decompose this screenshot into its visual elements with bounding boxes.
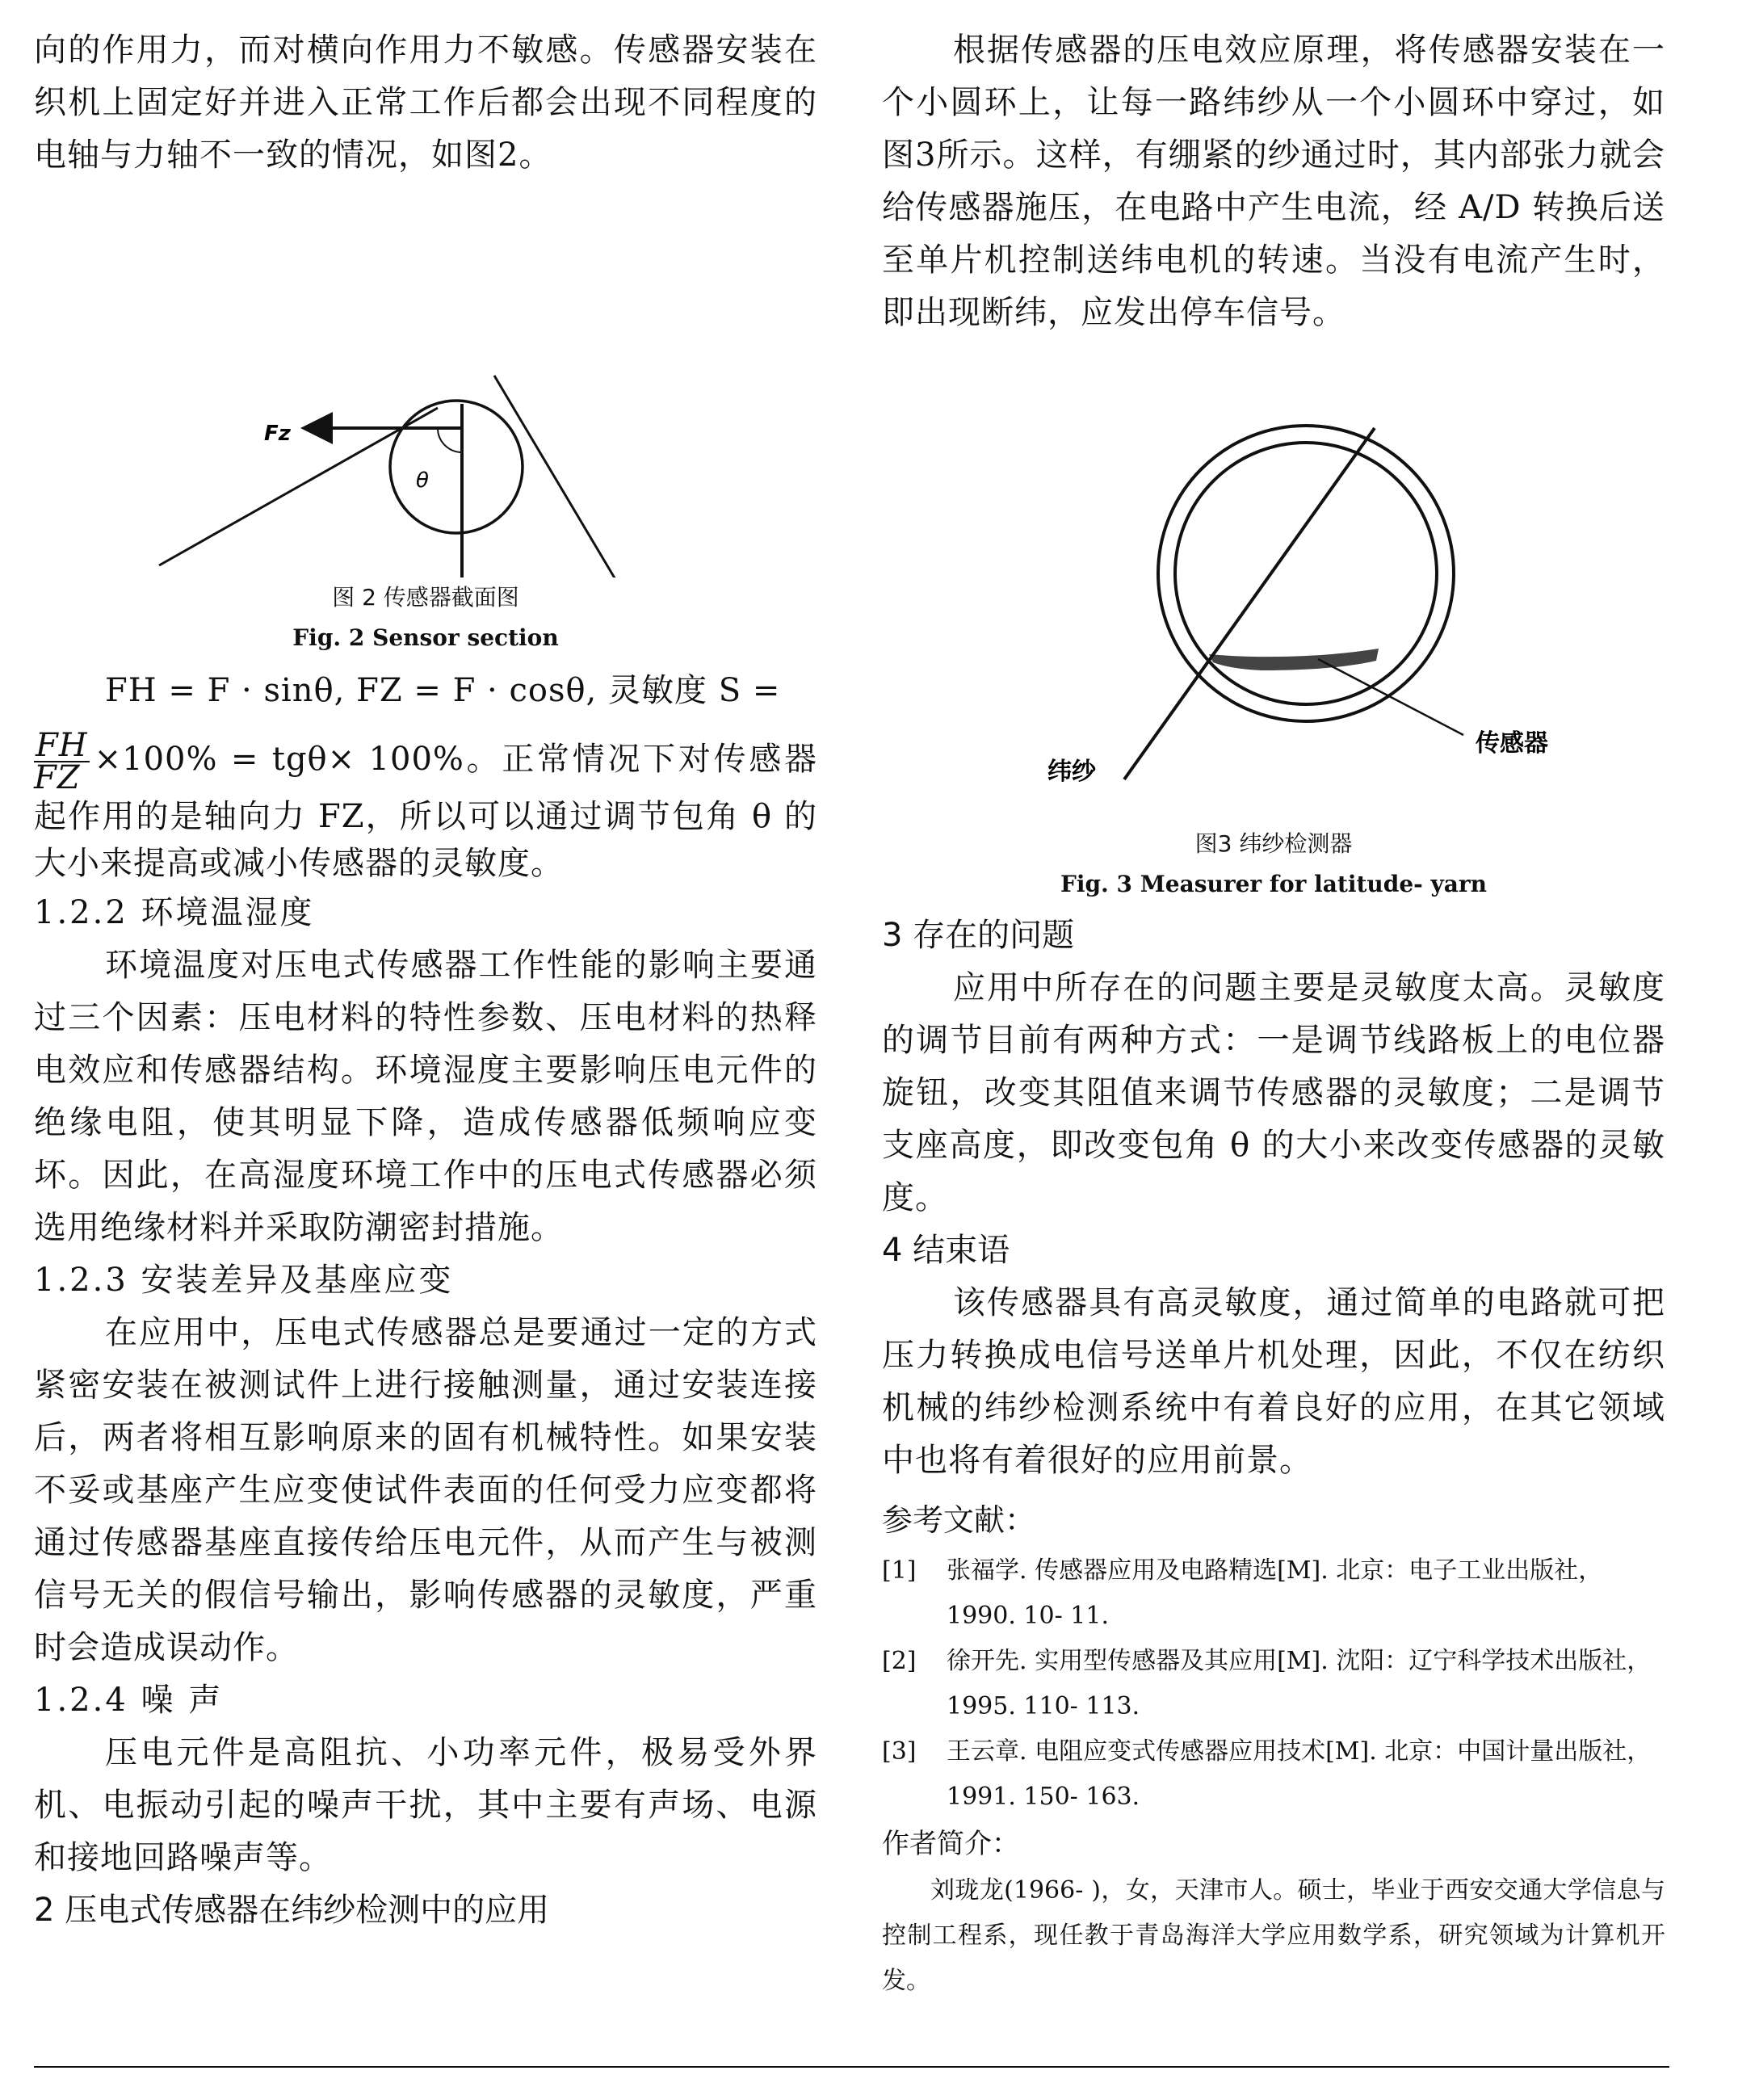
reference-text: 王云章. 电阻应变式传感器应用技术[M]. 北京：中国计量出版社，1991. 150- 163. [947,1737,1652,1811]
sensor-label: 传感器 [1476,729,1548,758]
figure-3-caption-en: Fig. 3 Measurer for latitude- yarn [1060,871,1488,897]
sensor-section-diagram [34,182,817,578]
sensor-ring [390,401,523,533]
fz-label: Fz [264,422,291,446]
figure-3-caption-cn: 图3 纬纱检测器 [1194,830,1353,857]
outer-ring [1158,426,1454,721]
theta-arc [438,428,462,452]
fraction [34,727,90,796]
fraction-numerator: FH [36,727,88,764]
section-heading-1-2-4: 1.2.4 噪 声 [34,1682,224,1719]
paragraph: 应用中所存在的问题主要是灵敏度太高。灵敏度的调节目前有两种方式：一是调节线路板上的电位器旋钮，改变其阻值来调节传感器的灵敏度；二是调节支座高度，即改变包角 θ 的大小来改变传感器的灵敏度。 [882,969,1665,1216]
paragraph: 在应用中，压电式传感器总是要通过一定的方式紧密安装在被测试件上进行接触测量，通过安装连接后，两者将相互影响原来的固有机械特性。如果安装不妥或基座产生应变使试件表面的任何受力应变都将通过传感器基座直接传给压电元件，从而产生与被测信号无关的假信号输出，影响传感器的灵敏度，严重时会造成误动作。 [34,1314,817,1666]
references-list [882,1548,1665,1820]
reference-number: [3] [882,1737,917,1766]
reference-item [882,1729,1665,1820]
paragraph: 向的作用力，而对横向作用力不敏感。传感器安装在织机上固定好并进入正常工作后都会出现不同程度的电轴与力轴不一致的情况，如图2。 [34,32,817,174]
reference-item [882,1548,1665,1639]
figure-2-caption-cn: 图 2 传感器截面图 [332,584,519,611]
reference-number: [1] [882,1556,917,1585]
fraction-denominator: FZ [34,759,81,796]
formula-rest: ×100% = tgθ× 100%。正常情况下对传感器起作用的是轴向力 FZ，所以可以通过调节包角 θ 的大小来提高或减小传感器的灵敏度。 [34,741,817,882]
yarn-label: 纬纱 [1047,758,1096,786]
reference-text: 徐开先. 实用型传感器及其应用[M]. 沈阳：辽宁科学技术出版社，1995. 110- 113. [947,1647,1652,1720]
formula-line: FH = F · sinθ, FZ = F · cosθ, 灵敏度 S = [105,672,781,709]
footer-rule [34,2066,1669,2068]
section-heading-1-2-3: 1.2.3 安装差异及基座应变 [34,1262,454,1299]
paragraph: 压电元件是高阻抗、小功率元件，极易受外界机、电振动引起的噪声干扰，其中主要有声场、电源和接地回路噪声等。 [34,1734,817,1876]
figure-2 [34,182,817,578]
author-bio: 刘珑龙(1966- )，女，天津市人。硕士，毕业于西安交通大学信息与控制工程系，现任教于青岛海洋大学应用数学系，研究领域为计算机开发。 [882,1876,1665,1995]
paragraph: 该传感器具有高灵敏度，通过简单的电路就可把压力转换成电信号送单片机处理，因此，不仅在纺织机械的纬纱检测系统中有着良好的应用，在其它领域中也将有着很好的应用前景。 [882,1284,1665,1479]
author-bio-heading: 作者简介： [882,1828,1019,1860]
section-heading-4: 4 结束语 [882,1232,1010,1269]
yarn-detector-diagram [882,339,1665,824]
paragraph: 环境温度对压电式传感器工作性能的影响主要通过三个因素：压电材料的特性参数、压电材料的热释电效应和传感器结构。环境湿度主要影响压电元件的绝缘电阻，使其明显下降，造成传感器低频响应变坏。因此，在高湿度环境工作中的压电式传感器必须选用绝缘材料并采取防潮密封措施。 [34,947,817,1246]
reference-item [882,1639,1665,1729]
section-heading-2: 2 压电式传感器在纬纱检测中的应用 [34,1892,550,1929]
section-heading-1-2-2: 1.2.2 环境温湿度 [34,894,315,931]
right-column [882,24,1665,2004]
figure-3 [882,339,1665,824]
figure-2-caption-en: Fig. 2 Sensor section [292,624,559,651]
reference-text: 张福学. 传感器应用及电路精选[M]. 北京：电子工业出版社，1990. 10- 11. [947,1556,1603,1630]
sensor-leader-line [1318,659,1463,735]
formula-paragraph [34,727,817,887]
sensor-element [1209,649,1379,670]
paragraph: 根据传感器的压电效应原理，将传感器安装在一个小圆环上，让每一路纬纱从一个小圆环中穿过，如图3所示。这样，有绷紧的纱通过时，其内部张力就会给传感器施压，在电路中产生电流，经 A/D 转换后送至单片机控制送纬电机的转速。当没有电流产生时，即出现断纬，应发出停车信号。 [882,32,1665,331]
left-column [34,24,817,1937]
reference-number: [2] [882,1647,917,1675]
yarn-in-line [159,408,438,565]
theta-label: θ [416,468,429,493]
references-heading: 参考文献： [882,1502,1036,1538]
section-heading-3: 3 存在的问题 [882,917,1075,954]
